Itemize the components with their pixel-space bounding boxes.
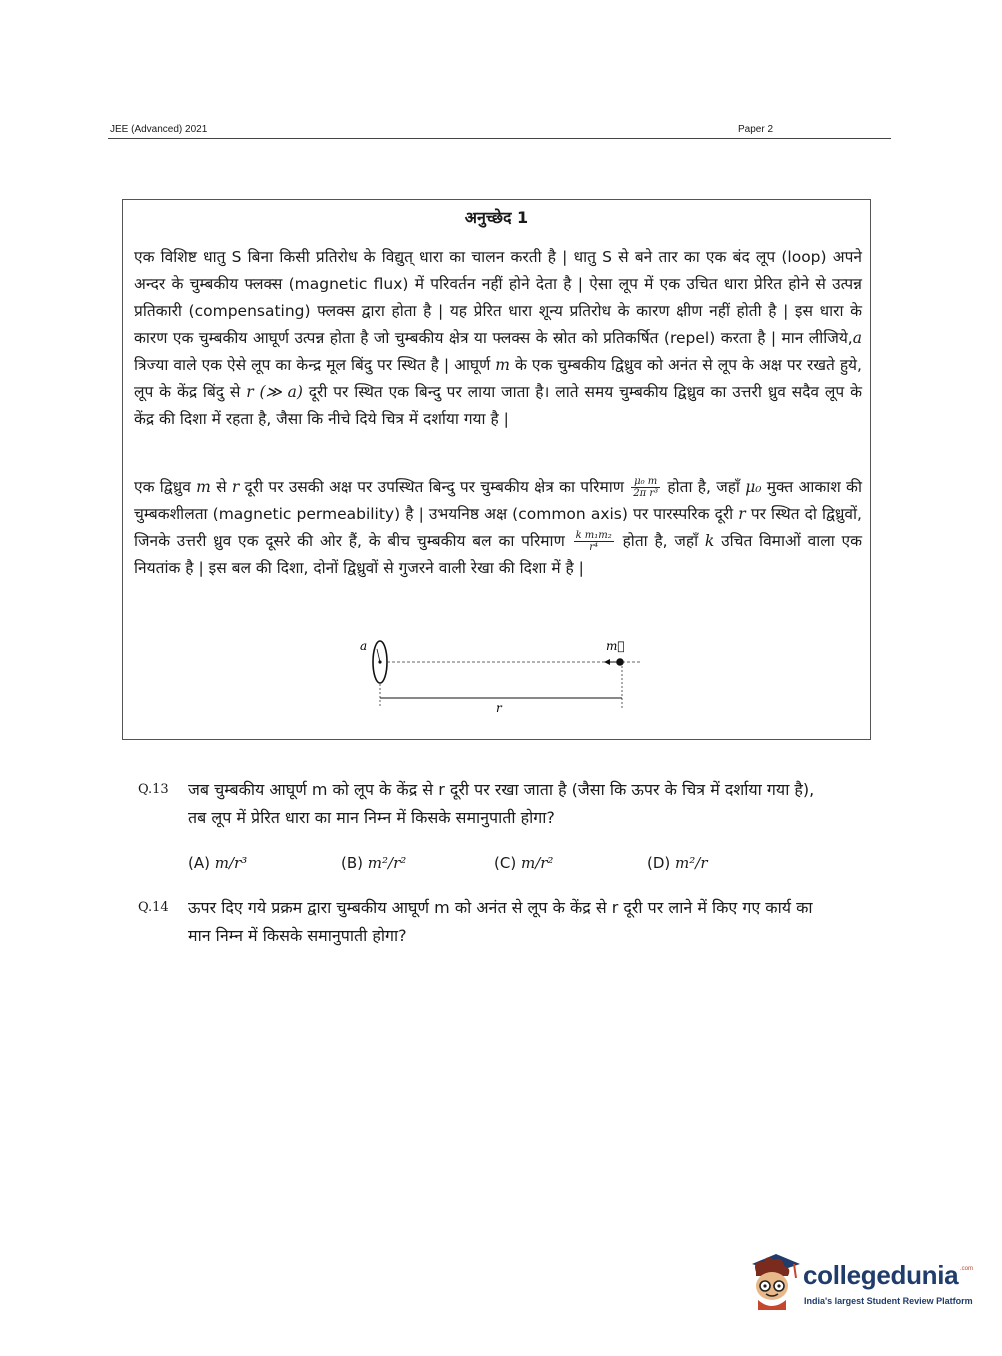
dipole-point [616,658,624,666]
question-text: जब चुम्बकीय आघूर्ण m को लूप के केंद्र से r दूरी पर रखा जाता है (जैसा कि ऊपर के चित्र में दर्शाया गया है), तब लूप में प्रेरित धारा का मान निम्न में किसके समानुपाती होगा? [188,780,815,827]
loop-dipole-figure [350,632,650,722]
question-number: Q.13 [138,782,169,797]
passage-paragraph-1: एक विशिष्ट धातु S बिना किसी प्रतिरोध के विद्युत् धारा का चालन करती है | धातु S से बने तार का एक बंद लूप (loop) अपने अन्दर के चुम्बकीय फ्लक्स (magnetic flux) में परिवर्तन नहीं होने देता है | ऐसा लूप में एक उचित धारा प्रेरित होने से उत्पन्न प्रतिकारी (compensating) फ्लक्स द्वारा होता है | यह प्रेरित धारा शून्य प्रतिरोध के कारण क्षीण नहीं होती है | इस धारा के कारण एक चुम्बकीय आघूर्ण उत्पन्न होता है जो चुम्बकीय क्षेत्र या फ्लक्स के स्रोत को प्रतिकर्षित (repel) करता है | मान लीजिये,a त्रिज्या वाले एक ऐसे लूप का केन्द्र मूल बिंदु पर स्थित है | आघूर्ण m के एक चुम्बकीय द्विध्रुव को अनंत से लूप के अक्ष पर रखते हुये, लूप के केंद्र बिंदु से r (≫ a) दूरी पर स्थित एक बिन्दु पर लाया जाता है। लाते समय चुम्बकीय द्विध्रुव का उत्तरी ध्रुव सदैव लूप के केंद्र की दिशा में रहता है, जैसा कि नीचे दिये चित्र में दर्शाया गया है | [134,248,862,428]
loop-center-dot [378,660,381,663]
option-d[interactable]: (D) m²/r [647,854,708,872]
question-text: ऊपर दिए गये प्रक्रम द्वारा चुम्बकीय आघूर्ण m को अनंत से लूप के केंद्र से r दूरी पर लाने में किए गए कार्य का मान निम्न में किसके समानुपाती होगा? [188,898,813,945]
logo-wordmark: collegedunia [803,1260,959,1290]
header-paper-number: Paper 2 [738,124,774,135]
field-formula: $\frac{\text{μ₀ m}}{\text{2π r³}}$ [633,476,659,499]
figure-label-m: m⃗ [606,639,625,653]
header-exam-name: JEE (Advanced) 2021 [110,124,208,135]
passage-title: अनुच्छेद 1 [464,208,529,227]
question-number: Q.14 [138,900,169,915]
dipole-arrowhead [604,659,610,665]
logo-domain: .com [960,1266,974,1272]
passage-paragraph-2: एक द्विध्रुव m से r दूरी पर उसकी अक्ष पर उपस्थित बिन्दु पर चुम्बकीय क्षेत्र का परिमाण $\frac{\text{μ₀ m}}{\text{2π r³}}$ होता है, जहाँ μ₀ मुक्त आकाश की चुम्बकशीलता (magnetic permeability) है | उभयनिष्ठ अक्ष (common axis) पर पारस्परिक दूरी r पर स्थित दो द्विध्रुवों, जिनके उत्तरी ध्रुव एक दूसरे की ओर हैं, के बीच चुम्बकीय बल का परिमाण $\frac{\text{k m₁m₂}}{\text{r⁴}}$ होता है, जहाँ k उचित विमाओं वाला एक नियतांक है | इस बल की दिशा, दोनों द्विध्रुवों से गुजरने वाली रेखा की दिशा में है | [134,476,862,577]
figure-label-a: a [360,639,368,653]
loop-radius-line [377,649,380,662]
option-c[interactable]: (C) m/r² [494,854,554,872]
collegedunia-logo[interactable] [744,1250,974,1320]
option-b[interactable]: (B) m²/r² [341,854,407,872]
logo-tagline: India's largest Student Review Platform [804,1296,973,1306]
mascot-icon [744,1250,802,1312]
header-divider [108,138,891,139]
force-formula: $\frac{\text{k m₁m₂}}{\text{r⁴}}$ [575,530,612,553]
option-a[interactable]: (A) m/r³ [188,854,248,872]
figure-label-r: r [496,701,502,715]
